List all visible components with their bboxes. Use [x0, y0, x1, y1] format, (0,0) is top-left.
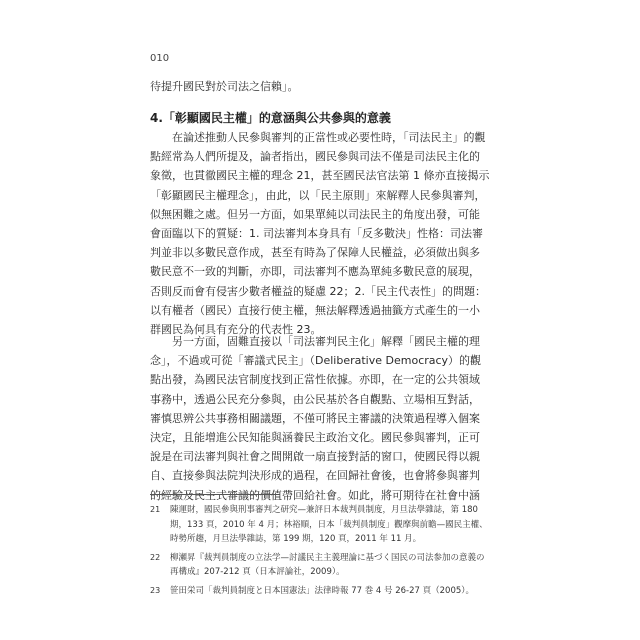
footnotes	[150, 503, 490, 602]
continued-text-line: 待提升國民對於司法之信賴」。	[150, 80, 299, 93]
body-paragraph-2	[150, 332, 490, 505]
footnote-text: 笹田栄司「裁判員制度と日本国憲法」法律時報 77 巻 4 号 26-27 頁（2005）。	[170, 585, 475, 596]
footnote-divider	[150, 494, 280, 495]
footnote-item	[150, 551, 490, 580]
footnote-item	[150, 503, 490, 547]
body-paragraph-1-text: 在論述推動人民參與審判的正當性或必要性時，「司法民主」的觀點經常為人們所提及，論者指出，國民參與司法不僅是司法民主化的象徵，也貫徹國民主權的理念 21，甚至國民法官法第 1 條亦直接揭示「彰顯國民主權理念」，由此，以「民主原則」來解釋人民參與審判，似無困難之處。但另一方面，如果單純以司法民主的角度出發，可能會面臨以下的質疑：1. 司法審判本身具有「反多數決」性格：司法審判並非以多數民意作成，甚至有時為了保障人民權益，必須做出與多數民意不一致的判斷，亦即，司法審判不應為單純多數民意的展現，否則反而會有侵害少數者權益的疑慮 22；2.「民主代表性」的問題：以有權者（國民）直接行使主權，無法解釋透過抽籤方式產生的一小群國民為何具有充分的代表性 23。	[150, 131, 490, 337]
page-number: 010	[150, 53, 170, 64]
body-paragraph-1	[150, 128, 490, 339]
body-paragraph-2-text: 另一方面，固難直接以「司法審判民主化」解釋「國民主權的理念」，不過或可從「審議式民主」（Deliberative Democracy）的觀點出發，為國民法官制度找到正當性依據。亦即，在一定的公共領域事務中，透過公民充分參與，由公民基於各自觀點、立場相互對話，審慎思辨公共事務相關議題，不僅可將民主審議的決策過程導入個案決定，且能增進公民知能與涵養民主政治文化。國民參與審判，正可說是在司法審判與社會之間開啟一扇直接對話的窗口，使國民得以親自、直接參與法院判決形成的過程，在回歸社會後，也會將參與審判的經驗及民主式審議的價值帶回給社會。如此，將可期待在社會中涵	[150, 335, 482, 502]
footnote-number: 23	[150, 585, 161, 595]
section-heading: 4.「彰顯國民主權」的意涵與公共參與的意義	[150, 111, 391, 125]
footnote-item	[150, 584, 490, 599]
footnote-text: 柳瀬昇『裁判員制度の立法学—討議民主主義理論に基づく国民の司法参加の意義の再構成』207-212 頁（日本評論社，2009）。	[170, 552, 485, 577]
footnote-number: 22	[150, 552, 161, 562]
footnote-number: 21	[150, 505, 161, 514]
footnote-text: 陳運財，國民參與刑事審判之研究—兼評日本裁判員制度，月旦法學雜誌，第 180 期，133 頁，2010 年 4 月；林裕順，日本「裁判員制度」觀摩與前瞻—國民主權、時勢所趨，月旦法學雜誌，第 199 期，120 頁，2011 年 11 月。	[170, 505, 488, 544]
